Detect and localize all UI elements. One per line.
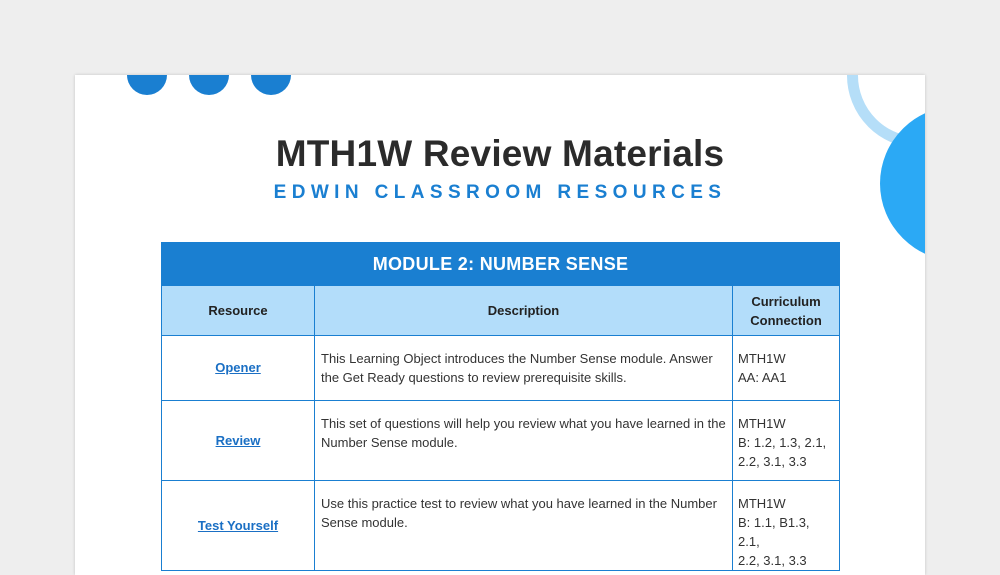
table-row xyxy=(162,481,840,571)
table-row xyxy=(162,336,840,401)
curriculum-cell xyxy=(733,336,840,401)
column-header-curriculum-line1: Curriculum xyxy=(751,293,821,309)
curriculum-cell xyxy=(733,481,840,571)
column-header-resource: Resource xyxy=(162,286,315,336)
curriculum-line: AA: AA1 xyxy=(738,370,787,385)
module-heading-row xyxy=(162,243,840,286)
curriculum-line: B: 1.2, 1.3, 2.1, xyxy=(738,435,827,450)
curriculum-line: MTH1W xyxy=(738,416,786,431)
curriculum-line: MTH1W xyxy=(738,496,786,511)
resources-table xyxy=(161,242,840,571)
description-cell: This set of questions will help you review what you have learned in the Number Sense module. xyxy=(315,401,733,481)
description-cell: This Learning Object introduces the Number Sense module. Answer the Get Ready questions to review prerequisite skills. xyxy=(315,336,733,401)
description-cell: Use this practice test to review what you have learned in the Number Sense module. xyxy=(315,481,733,571)
curriculum-line: MTH1W xyxy=(738,351,786,366)
resource-link-review[interactable]: Review xyxy=(215,432,261,448)
document-page xyxy=(75,75,925,575)
curriculum-cell xyxy=(733,401,840,481)
resource-cell xyxy=(162,336,315,401)
resource-cell xyxy=(162,401,315,481)
column-header-row xyxy=(162,286,840,336)
column-header-curriculum xyxy=(733,286,840,336)
curriculum-line: B: 1.1, B1.3, 2.1, xyxy=(738,515,810,549)
module-heading: MODULE 2: NUMBER SENSE xyxy=(162,243,840,286)
decorative-dot-icon xyxy=(189,75,229,95)
curriculum-line: 2.2, 3.1, 3.3 xyxy=(738,454,807,469)
page-subtitle: EDWIN CLASSROOM RESOURCES xyxy=(273,182,727,203)
column-header-description: Description xyxy=(315,286,733,336)
column-header-curriculum-line2: Connection xyxy=(750,312,822,328)
table-row xyxy=(162,401,840,481)
curriculum-line: 2.2, 3.1, 3.3 xyxy=(738,553,807,568)
resource-cell xyxy=(162,481,315,571)
resource-link-test-yourself[interactable]: Test Yourself xyxy=(197,517,279,533)
decorative-dot-icon xyxy=(251,75,291,95)
page-title: MTH1W Review Materials xyxy=(275,133,725,174)
decorative-dot-icon xyxy=(127,75,167,95)
resource-link-opener[interactable]: Opener xyxy=(215,360,261,375)
